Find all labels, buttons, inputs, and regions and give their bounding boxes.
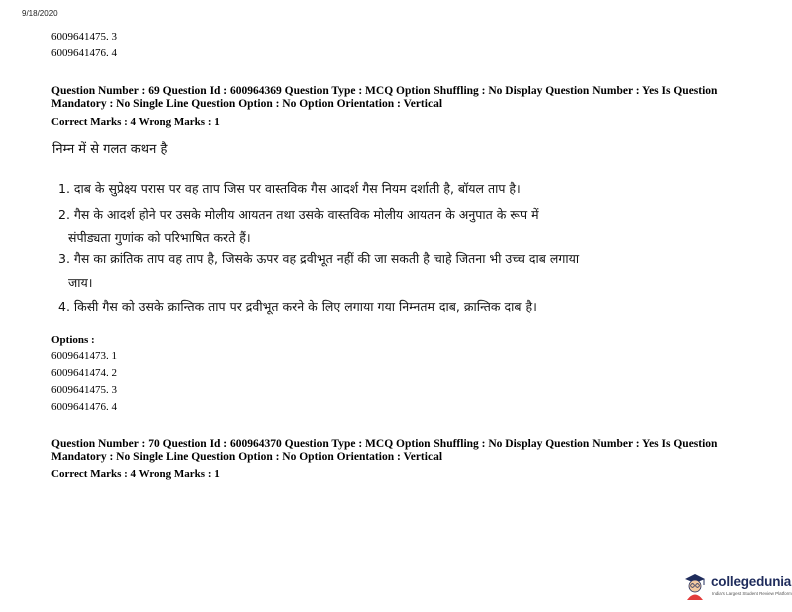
logo-wordmark: collegedunia [711, 574, 792, 589]
student-mascot-icon [682, 572, 708, 600]
q70-marks: Correct Marks : 4 Wrong Marks : 1 [51, 468, 220, 480]
q69-statement-4: 4. किसी गैस को उसके क्रान्तिक ताप पर द्रवीभूत करने के लिए लगाया गया निम्नतम दाब, क्रान्तिक दाब है। [58, 299, 537, 314]
prev-option-4: 6009641476. 4 [51, 47, 117, 59]
q69-statement-3: 3. गैस का क्रांतिक ताप वह ताप है, जिसके ऊपर वह द्रवीभूत नहीं की जा सकती है चाहे जितना भी उच्च दाब लगाया [58, 251, 580, 266]
q69-statement-2: 2. गैस के आदर्श होने पर उसके मोलीय आयतन तथा उसके वास्तविक मोलीय आयतन के अनुपात के रूप में [58, 207, 539, 222]
q69-option-2: 6009641474. 2 [51, 367, 117, 379]
logo-tagline: India's Largest Student Review Platform [712, 591, 792, 596]
q70-header-line2: Mandatory : No Single Line Question Option : No Option Orientation : Vertical [51, 451, 443, 463]
q69-options-label: Options : [51, 334, 95, 346]
q69-option-3: 6009641475. 3 [51, 384, 117, 396]
q70-header [51, 438, 756, 464]
prev-option-3: 6009641475. 3 [51, 31, 117, 43]
q70-header-line1: Question Number : 70 Question Id : 600964370 Question Type : MCQ Option Shuffling : No Display Question Number : Yes Is Question [51, 438, 718, 450]
q69-statement-3-cont: जाय। [68, 275, 93, 290]
q69-prompt: निम्न में से गलत कथन है [52, 142, 168, 157]
q69-option-1: 6009641473. 1 [51, 350, 117, 362]
q69-header [51, 85, 756, 111]
q69-marks: Correct Marks : 4 Wrong Marks : 1 [51, 116, 220, 128]
q69-option-4: 6009641476. 4 [51, 401, 117, 413]
print-date: 9/18/2020 [22, 9, 58, 18]
q69-header-line2: Mandatory : No Single Line Question Option : No Option Orientation : Vertical [51, 98, 443, 110]
q69-statement-1: 1. दाब के सुप्रेक्ष्य परास पर वह ताप जिस पर वास्तविक गैस आदर्श गैस नियम दर्शाती है, बॉयल ताप है। [58, 181, 521, 196]
q69-header-line1: Question Number : 69 Question Id : 600964369 Question Type : MCQ Option Shuffling : No Display Question Number : Yes Is Question [51, 85, 718, 97]
collegedunia-logo [682, 572, 792, 602]
q69-statement-2-cont: संपीड्यता गुणांक को परिभाषित करते हैं। [68, 230, 251, 245]
